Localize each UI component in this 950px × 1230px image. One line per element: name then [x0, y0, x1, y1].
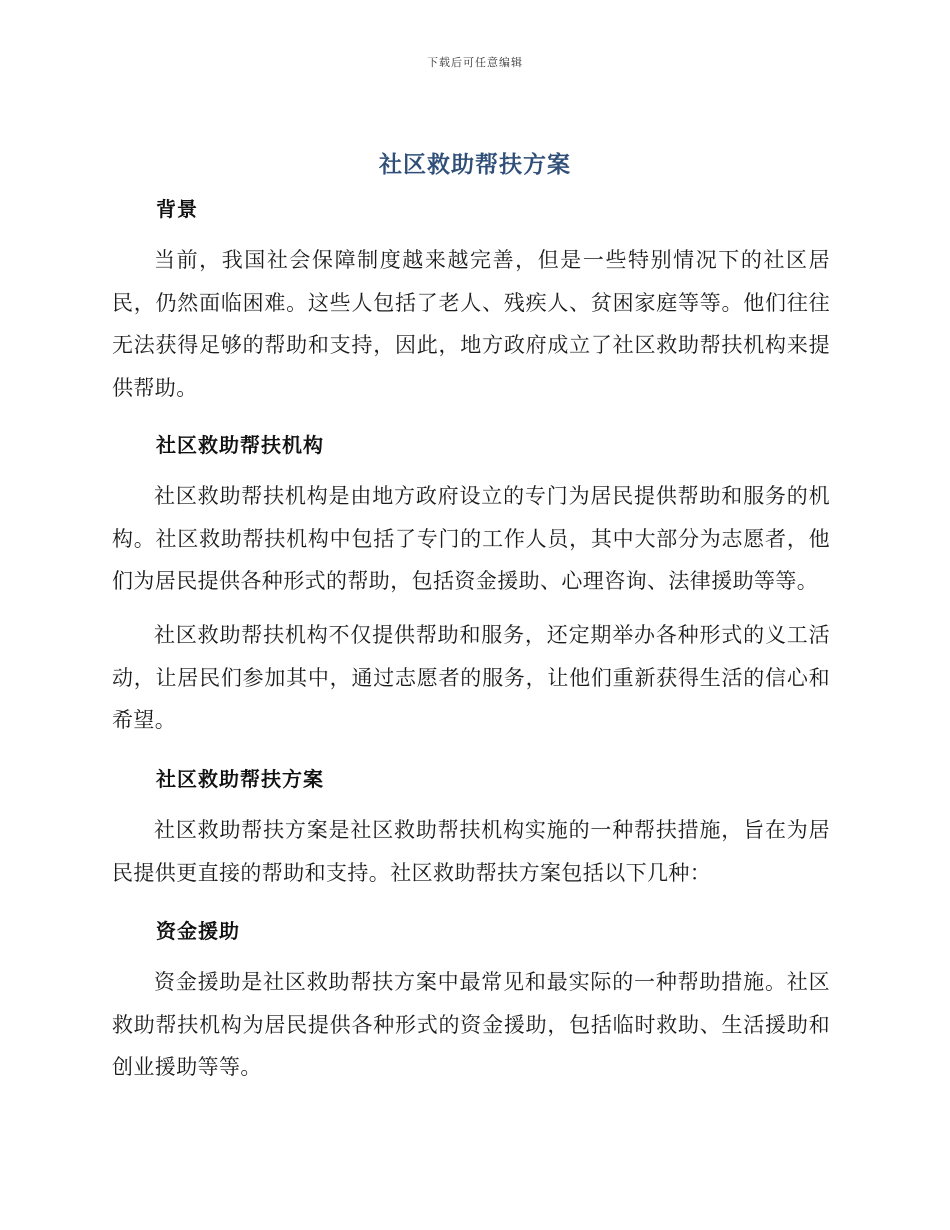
document-title: 社区救助帮扶方案	[379, 152, 571, 178]
section-heading-plan: 社区救助帮扶方案	[156, 767, 324, 791]
paragraph-background: 当前，我国社会保障制度越来越完善，但是一些特别情况下的社区居民，仍然面临困难。这些人包括了老人、残疾人、贫困家庭等等。他们往往无法获得足够的帮助和支持，因此，地方政府成立了社区救助帮扶机构来提供帮助。	[112, 248, 830, 400]
section-heading-funding: 资金援助	[156, 919, 240, 943]
paragraph-agency-activities: 社区救助帮扶机构不仅提供帮助和服务，还定期举办各种形式的义工活动，让居民们参加其中，通过志愿者的服务，让他们重新获得生活的信心和希望。	[112, 623, 830, 732]
paragraph-plan-intro: 社区救助帮扶方案是社区救助帮扶机构实施的一种帮扶措施，旨在为居民提供更直接的帮助和支持。社区救助帮扶方案包括以下几种：	[112, 818, 830, 885]
section-heading-agency: 社区救助帮扶机构	[156, 433, 324, 457]
page-header-note: 下载后可任意编辑	[427, 56, 523, 69]
paragraph-funding: 资金援助是社区救助帮扶方案中最常见和最实际的一种帮助措施。社区救助帮扶机构为居民提供各种形式的资金援助，包括临时救助、生活援助和创业援助等等。	[112, 970, 830, 1079]
paragraph-agency-intro: 社区救助帮扶机构是由地方政府设立的专门为居民提供帮助和服务的机构。社区救助帮扶机构中包括了专门的工作人员，其中大部分为志愿者，他们为居民提供各种形式的帮助，包括资金援助、心理咨询、法律援助等等。	[112, 484, 830, 593]
section-heading-background: 背景	[156, 197, 198, 221]
